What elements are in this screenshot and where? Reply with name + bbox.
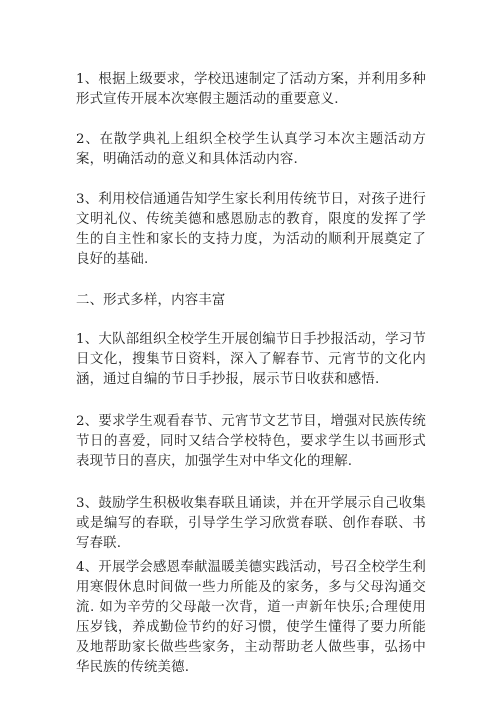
paragraph-2: 2、在散学典礼上组织全校学生认真学习本次主题活动方案，明确活动的意义和具体活动内容. [76,132,426,167]
paragraph-7: 4、开展学会感恩奉献温暖美德实践活动，号召全校学生利用寒假休息时间做一些力所能及的家务，多与父母沟通交流. 如为辛劳的父母敲一次背，道一声新年快乐;合理使用压岁钱，养成勤俭节约的好习惯，使学生懂得了要力所能及地帮助家长做些些家务，主动帮助老人做些事，弘扬中华民族的传统美德. [76,560,426,675]
section-heading: 二、形式多样，内容丰富 [76,293,226,308]
paragraph-4: 1、大队部组织全校学生开展创编节日手抄报活动，学习节日文化，搜集节日资料，深入了解春节、元宵节的文化内涵，通过自编的节日手抄报，展示节日收获和感悟. [76,332,426,387]
paragraph-3: 3、利用校信通通告知学生家长利用传统节日，对孩子进行文明礼仪、传统美德和感恩励志的教育，限度的发挥了学生的自主性和家长的支持力度，为活动的顺利开展奠定了良好的基础. [76,192,426,267]
paragraph-5: 2、要求学生观看春节、元宵节文艺节目，增强对民族传统节日的喜爱，同时又结合学校特色，要求学生以书画形式表现节日的喜庆，加强学生对中华文化的理解. [76,414,426,469]
paragraph-1: 1、根据上级要求，学校迅速制定了活动方案，并利用多种形式宣传开展本次寒假主题活动的重要意义. [76,72,426,107]
paragraph-6: 3、鼓励学生积极收集春联且诵读，并在开学展示自己收集或是编写的春联，引导学生学习欣赏春联、创作春联、书写春联. [76,496,426,551]
